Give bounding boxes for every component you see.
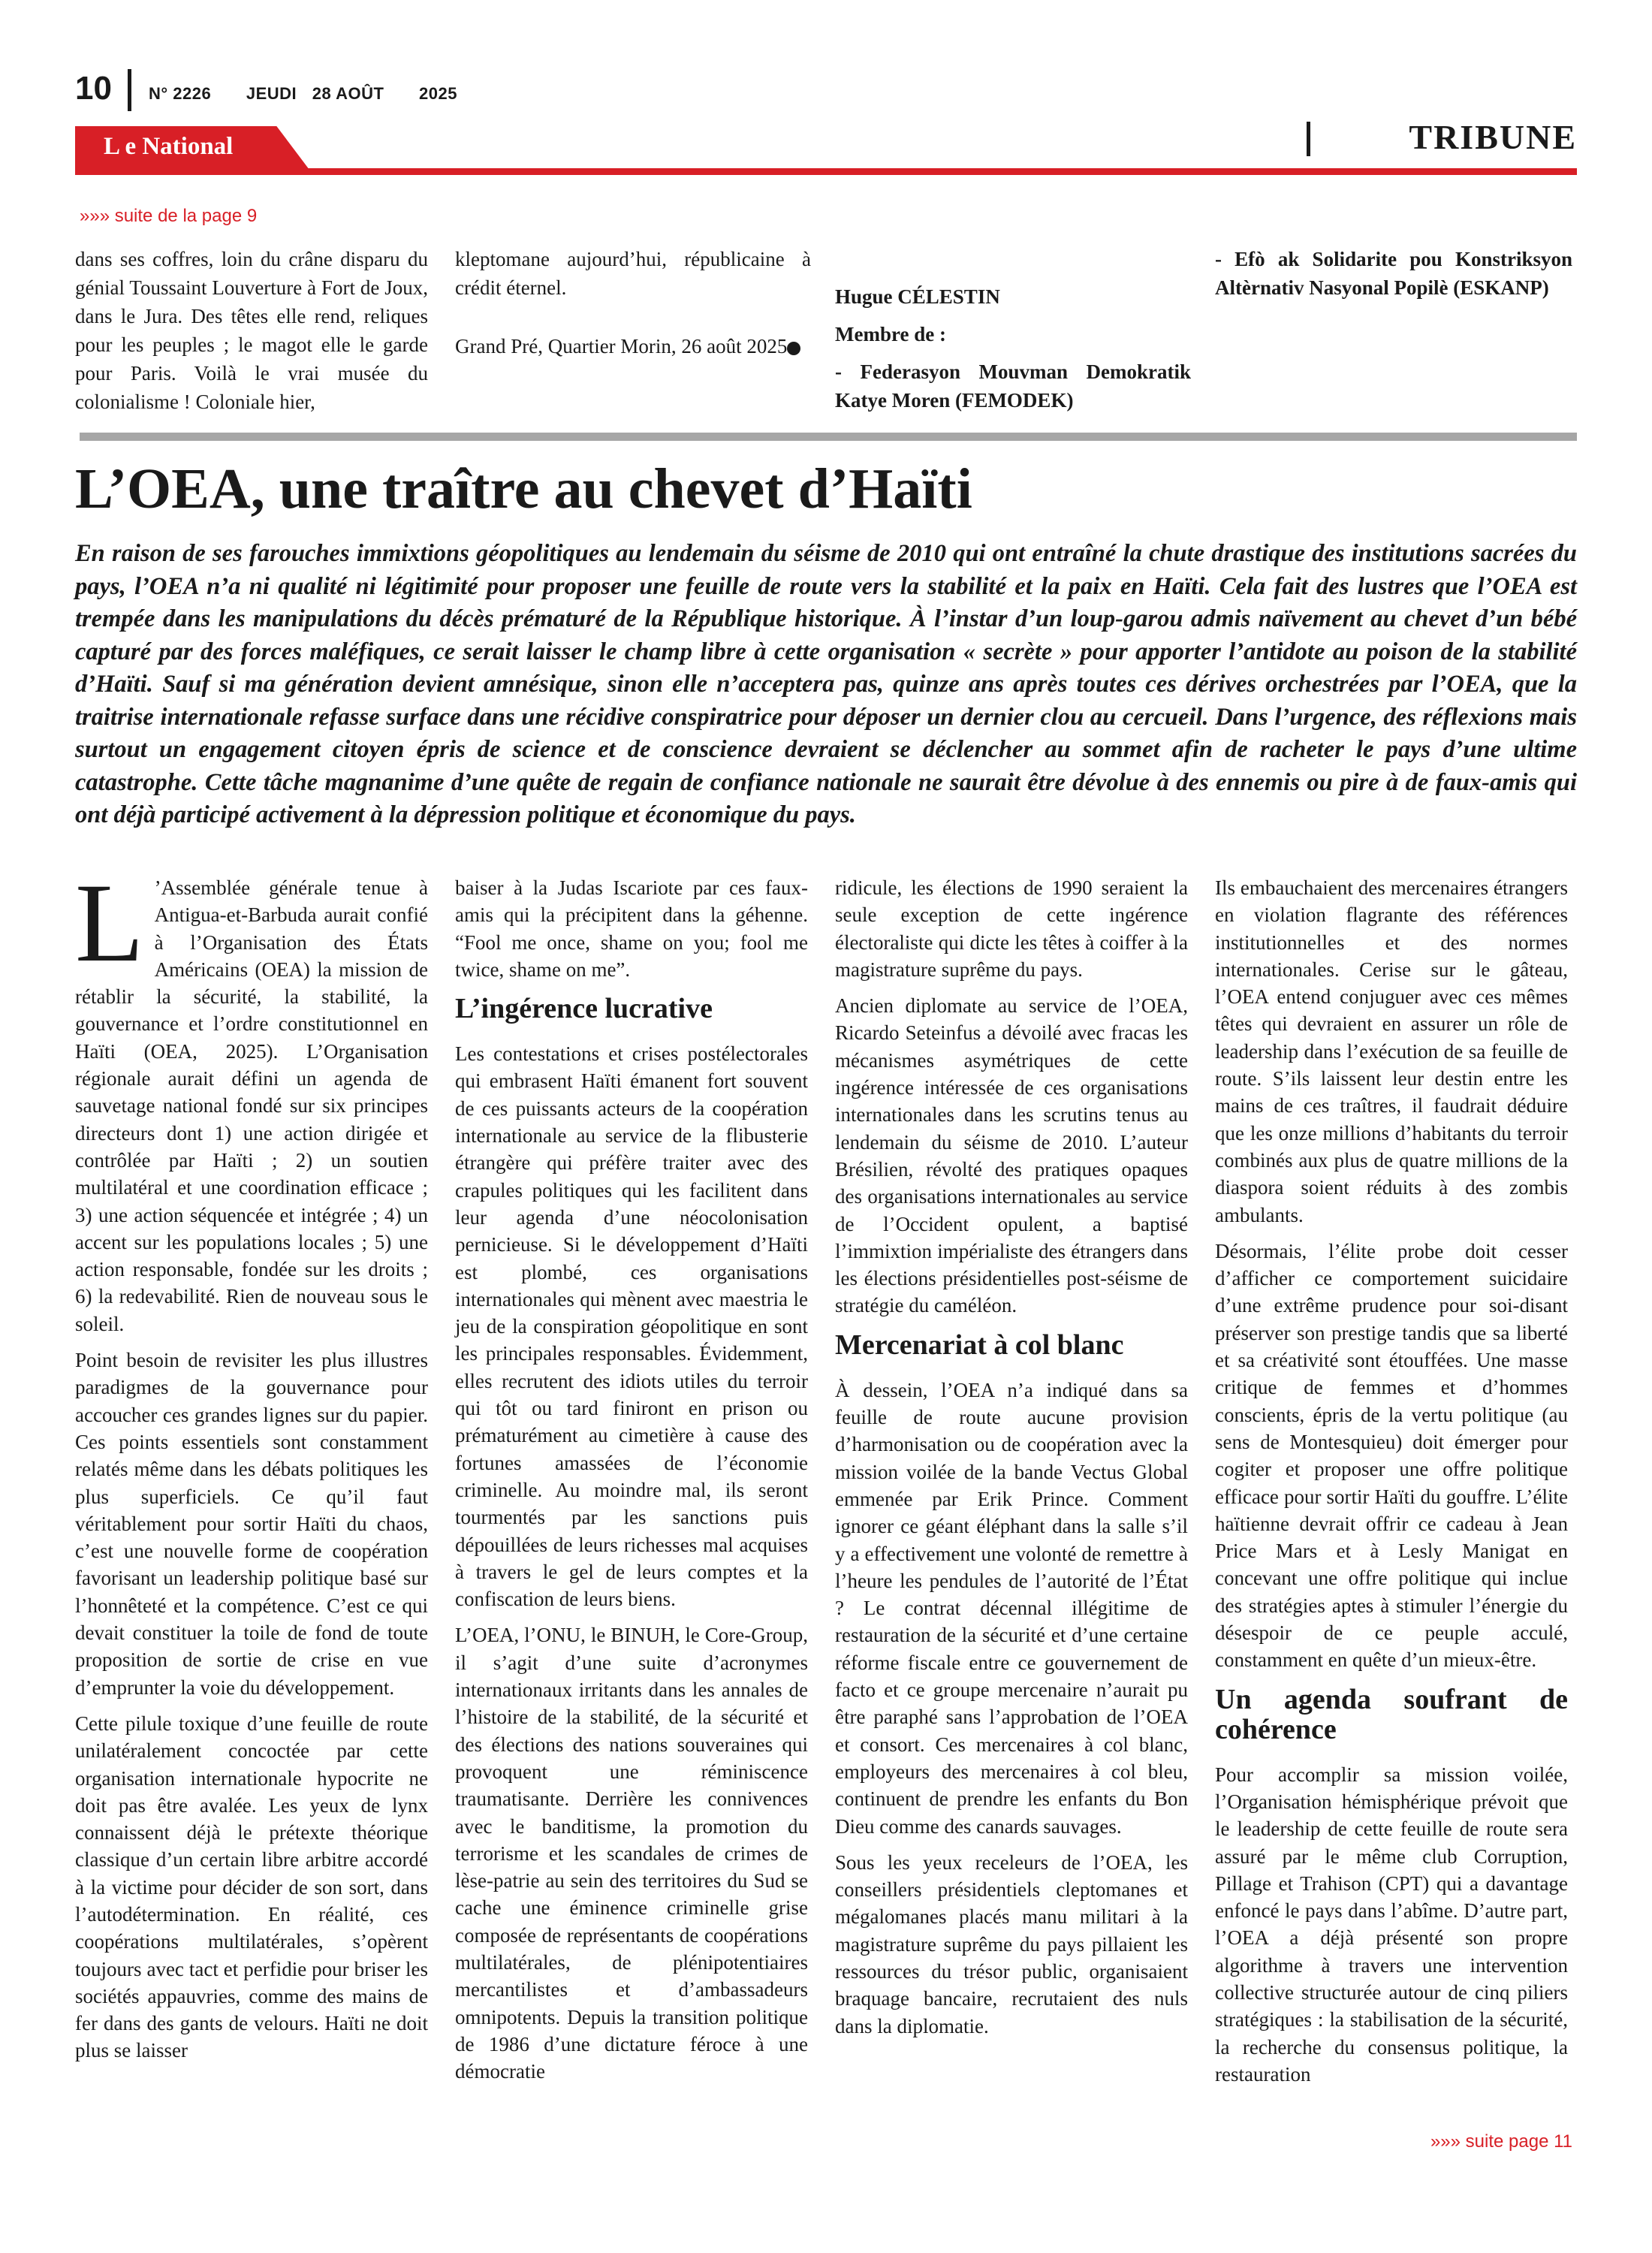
subheading: Mercenariat à col blanc xyxy=(835,1329,1124,1361)
paragraph: L’OEA, l’ONU, le BINUH, le Core-Group, il s’agit d’une suite d’acronymes internationaux irritants dans les annales de l’histoire de la stabilité, de la sécurité et des élections des nations souveraines qui provoquent une réminiscence traumatisante. Derrière les connivences avec le banditisme, la promotion du terrorisme et les scandales de crimes de lèse-patrie au sein des territoires du Sud se cache une éminence criminelle grise composée de représentants de coopérations multilatérales, de plénipotentiaires mercantilistes et d’ambassadeurs omnipotents. Depuis la transition politique de 1986 d’une dictature féroce à une démocratie xyxy=(455,1624,808,2083)
page-number: 10 xyxy=(75,70,112,107)
subheading: Un agenda soufrant de cohérence xyxy=(1215,1683,1568,1745)
prev-article-col-1 xyxy=(75,245,428,437)
continued-on-link[interactable]: »»» suite page 11 xyxy=(1430,2131,1572,2152)
issue-day: JEUDI xyxy=(246,84,297,103)
paragraph: Les contestations et crises postélectorales qui embrasent Haïti émanent fort souvent de ces puissants acteurs de la coopération internationale au service de la flibusterie étrangère qui préfère traiter avec des crapules politiques qui les facilitent dans leur agenda d’une néocolonisation pernicieuse. Si le développement d’Haïti est plombé, ces organisations internationales qui mènent avec maestria le jeu de la conspiration géopolitique en sont les principales responsables. Évidemment, elles recrutent des idiots utiles du terroir qui tôt ou tard finiront en prison ou prématurément au cimetière à cause des fortunes amassées de l’économie criminelle. Au moindre mal, ils seront tourmentés par les sanctions puis dépouillées de leurs richesses mal acquises à travers le gel de leurs comptes et la confiscation de leurs biens. xyxy=(455,1042,808,1611)
section-divider xyxy=(1307,122,1310,156)
continued-from-link[interactable]: »»» suite de la page 9 xyxy=(80,206,258,226)
article-standfirst: En raison de ses farouches immixtions géopolitiques au lendemain du séisme de 2010 qui ont entraîné la chute drastique des institutions sacrées du pays, l’OEA n’a ni qualité ni légitimité pour proposer une feuille de route vers la stabilité et la paix en Haïti. Cela fait des lustres que l’OEA est trempée dans les manipulations du décès prématuré de la République historique. À l’instar d’un loup-garou admis naïvement au chevet d’un bébé capturé par des forces maléfiques, ce serait laisser le champ libre à cette organisation « secrète » pour apporter l’antidote au poison de la stabilité d’Haïti. Sauf si ma génération devient amnésique, sinon elle n’acceptera pas, quinze ans après toutes ces dérives orchestrées par l’OEA, que la traitrise internationale refasse surface dans une récidive conspiratrice pour déposer un dernier clou au cercueil. Dans l’urgence, des réflexions mais surtout un engagement citoyen épris de science et de conscience devraient se déclencher au sommet afin de racheter le pays d’une ultime catastrophe. Cette tâche magnanime d’une quête de regain de confiance nationale ne saurait être dévolue à des ennemis ou pire à de faux-amis qui ont déjà participé activement à la dépression politique et économique du pays. xyxy=(75,540,1577,828)
subheading: L’ingérence lucrative xyxy=(455,993,713,1025)
article-separator xyxy=(80,433,1577,441)
header-red-rule xyxy=(75,168,1577,175)
article-col-3 xyxy=(835,874,1188,2049)
prev-article-text: kleptomane aujourd’hui, républicaine à crédit éternel. xyxy=(455,248,811,299)
signature-block xyxy=(835,282,1191,415)
prev-article-text: dans ses coffres, loin du crâne disparu du génial Toussaint Louverture à Fort de Joux, dans le Jura. Des têtes elle rend, reliques pour les peuples ; le magot elle le garde pour Paris. Voilà le vrai musée du colonialisme ! Coloniale hier, xyxy=(75,248,428,413)
organization-1: - Federasyon Mouvman Demokratik Katye Moren (FEMODEK) xyxy=(835,360,1191,412)
issue-date: 28 AOÛT xyxy=(312,84,384,103)
paragraph: ’Assemblée générale tenue à Antigua-et-Barbuda aurait confié à l’Organisation des États Américains (OEA) la mission de rétablir la sécurité, la stabilité, la gouvernance et l’ordre constitutionnel en Haïti (OEA, 2025). L’Organisation régionale aurait défini un agenda de sauvetage national fondé sur six principes directeurs dont 1) une action dirigée et contrôlée par Haïti ; 2) un soutien multilatéral et une coordination efficace ; 3) une action séquencée et intégrée ; 4) un accent sur les populations locales ; 5) une action responsable, fondée sur les droits ; 6) la redevabilité. Rien de nouveau sous le soleil. xyxy=(75,876,428,1335)
article-col-4 xyxy=(1215,874,1568,2097)
issue-info xyxy=(149,84,487,104)
issue-number: N° 2226 xyxy=(149,84,212,103)
paragraph: Pour accomplir sa mission voilée, l’Organisation hémisphérique prévoit que le leadership de cette feuille de route sera assuré par le même club Corruption, Pillage et Trahison (CPT) qui a davantage enfoncé le pays dans l’abîme. D’autre part, l’OEA a déjà présenté son propre algorithme à travers une intervention collective structurée autour de cinq piliers stratégiques : la stabilisation de la sécurité, la recherche du consensus politique, la restauration xyxy=(1215,1763,1568,2086)
paragraph: baiser à la Judas Iscariote par ces faux-amis qui la précipitent dans la géhenne. “Fool me once, shame on you; fool me twice, shame on me”. xyxy=(455,876,808,981)
member-of-label: Membre de : xyxy=(835,323,946,345)
end-mark-icon xyxy=(787,342,800,355)
paragraph: Point besoin de revisiter les plus illustres paradigmes de la gouvernance pour accoucher ces grandes lignes sur du papier. Ces points essentiels sont constamment relatés même dans les débats politiques les plus superficiels. Ce qu’il faut véritablement pour sortir Haïti du chaos, c’est une nouvelle forme de coopération favorisant un leadership politique basé sur l’honnêteté et la compétence. C’est ce qui devait constituer la toile de fond de toute proposition de sortie de crise en vue d’emprunter la voie du développement. xyxy=(75,1349,428,1699)
section-title: TRIBUNE xyxy=(1409,118,1577,156)
signature-block-2 xyxy=(1215,245,1572,302)
brand-name: L e National xyxy=(104,133,234,160)
article-col-2 xyxy=(455,874,808,2094)
paragraph: Désormais, l’élite probe doit cesser d’afficher ce comportement suicidaire d’une extrême prudence pour soi-disant préserver son prestige tandis que sa liberté et sa créativité sont étouffées. Une masse critique de femmes et d’hommes conscients, épris de la vertu politique (au sens de Montesquieu) doit émerger pour cogiter et proposer une offre politique efficace pour sortir Haïti du gouffre. L’élite haïtienne devrait offrir ce cadeau à Jean Price Mars et à Lesly Manigat en concevant une offre politique qui inclue des stratégies aptes à stimuler l’énergie du désespoir de ce peuple acculé, constamment en quête d’un mieux-être. xyxy=(1215,1239,1568,1672)
article-headline: L’OEA, une traître au chevet d’Haïti xyxy=(75,457,972,520)
paragraph: À dessein, l’OEA n’a indiqué dans sa feuille de route aucune provision d’harmonisation ou de coopération avec la mission voilée de la bande Vectus Global emmenée par Erik Prince. Comment ignorer ce géant éléphant dans la salle s’il y a effectivement une volonté de remettre à l’heure les pendules de l’autorité de l’État ? Le contrat décennal illégitime de restauration de la sécurité et d’une certaine réforme fiscale entre ce gouvernement de facto et ce groupe mercenaire n’aurait pu être paraphé sans l’approbation de l’OEA et consort. Ces mercenaires à col blanc, employeurs des mercenaires à col bleu, continuent de prendre les enfants du Bon Dieu comme des canards sauvages. xyxy=(835,1378,1188,1838)
prev-article-col-2 xyxy=(455,245,811,382)
organization-2: - Efò ak Solidarite pou Konstriksyon Altèrnativ Nasyonal Popilè (ESKANP) xyxy=(1215,248,1572,299)
prev-article-place-date: Grand Pré, Quartier Morin, 26 août 2025 xyxy=(455,335,788,357)
paragraph: Cette pilule toxique d’une feuille de route unilatéralement concoctée par cette organisation internationale hypocrite ne doit pas être avalée. Les yeux de lynx connaissent déjà le prétexte théorique classique d’un certain libre arbitre accordé à la victime pour décider de son sort, dans l’autodétermination. En réalité, ces coopérations multilatérales, s’opèrent toujours avec tact et perfidie pour briser les sociétés appauvries, comme des mains de fer dans des gants de velours. Haïti ne doit plus se laisser xyxy=(75,1712,428,2062)
paragraph: ridicule, les élections de 1990 seraient la seule exception de cette ingérence électoraliste qui dicte les têtes à coiffer à la magistrature suprême du pays. xyxy=(835,876,1188,981)
header-divider xyxy=(128,69,131,111)
paragraph: Sous les yeux receleurs de l’OEA, les conseillers présidentiels cleptomanes et mégalomanes placés manu militari à la magistrature suprême du pays pillaient les ressources du trésor public, organisaient braquage bancaire, recrutaient des nuls dans la diplomatie. xyxy=(835,1850,1188,2037)
author-name: Hugue CÉLESTIN xyxy=(835,285,1000,308)
paragraph: Ancien diplomate au service de l’OEA, Ricardo Seteinfus a dévoilé avec fracas les mécanismes asymétriques de cette ingérence intéressée de ces organisations internationales dans les scrutins tenus au lendemain du séisme de 2010. L’auteur Brésilien, révolté des pratiques opaques des organisations internationales au service de l’Occident opulent, a baptisé l’immixtion impérialiste des étrangers dans les élections présidentielles post-séisme de stratégie du caméléon. xyxy=(835,994,1188,1317)
article-col-1 xyxy=(75,861,428,2074)
issue-year: 2025 xyxy=(419,84,457,103)
paragraph: Ils embauchaient des mercenaires étrangers en violation flagrante des références institutionnelles et des normes internationales. Cerise sur le gâteau, l’OEA entend conjuguer avec ces mêmes têtes qui devraient en assurer un rôle de leadership dans l’exécution de sa feuille de route. S’ils laissent leur destin entre les mains de ces traîtres, il faudrait déduire que les onze millions d’habitants du terroir combinés aux plus de quatre millions de la diaspora soient réduits à des zombis ambulants. xyxy=(1215,876,1568,1226)
drop-cap: L xyxy=(75,861,144,985)
